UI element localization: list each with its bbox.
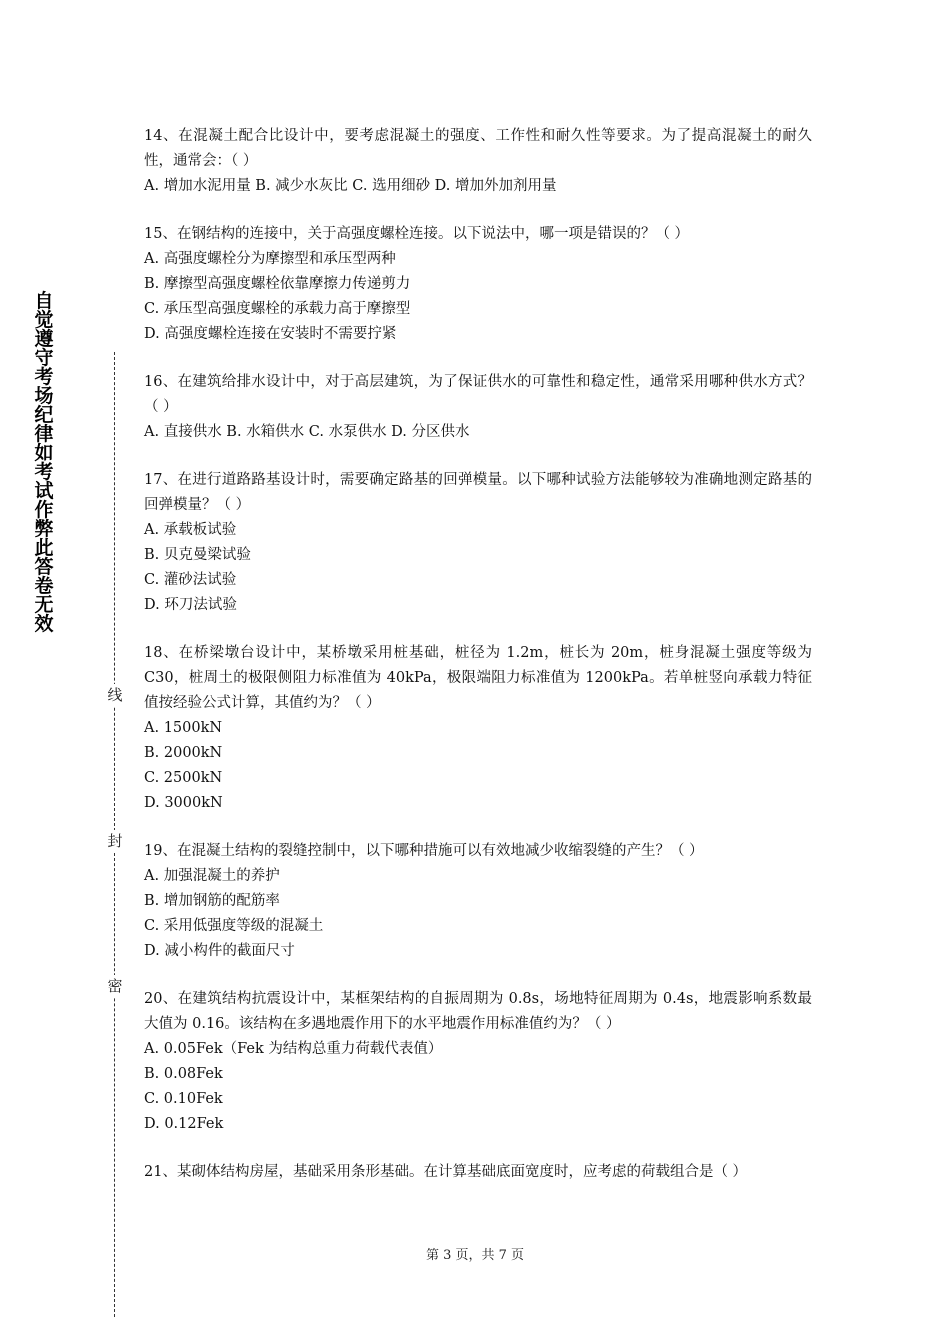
option-b: B. 摩擦型高强度螺栓依靠摩擦力传递剪力 bbox=[144, 276, 411, 292]
binding-mark-secret: 密 bbox=[104, 975, 126, 997]
option-a: A. 1500kN bbox=[144, 720, 223, 736]
question-stem: 16、在建筑给排水设计中，对于高层建筑，为了保证供水的可靠性和稳定性，通常采用哪种供水方式？（ ） bbox=[144, 374, 812, 415]
exam-discipline-notice: 自觉遵守考场纪律如考试作弊此答卷无效 bbox=[34, 290, 54, 635]
page-number: 第 3 页，共 7 页 bbox=[425, 1248, 525, 1263]
question-14 bbox=[144, 124, 812, 199]
option-d: D. 3000kN bbox=[144, 795, 223, 811]
option-row: A. 直接供水 B. 水箱供水 C. 水泵供水 D. 分区供水 bbox=[144, 424, 470, 440]
option-a: A. 承载板试验 bbox=[144, 522, 237, 538]
option-c: C. 0.10Fek bbox=[144, 1091, 223, 1107]
option-row: A. 增加水泥用量 B. 减少水灰比 C. 选用细砂 D. 增加外加剂用量 bbox=[144, 178, 557, 194]
option-b: B. 贝克曼梁试验 bbox=[144, 547, 251, 563]
question-15 bbox=[144, 222, 812, 347]
question-stem: 15、在钢结构的连接中，关于高强度螺栓连接。以下说法中，哪一项是错误的？（ ） bbox=[144, 226, 690, 242]
question-19 bbox=[144, 839, 812, 964]
option-b: B. 增加钢筋的配筋率 bbox=[144, 893, 280, 909]
option-d: D. 环刀法试验 bbox=[144, 597, 237, 613]
option-c: C. 2500kN bbox=[144, 770, 223, 786]
question-stem: 14、在混凝土配合比设计中，要考虑混凝土的强度、工作性和耐久性等要求。为了提高混凝土的耐久性，通常会：（ ） bbox=[144, 128, 812, 169]
option-b: B. 0.08Fek bbox=[144, 1066, 223, 1082]
binding-mark-line: 线 bbox=[104, 684, 126, 706]
option-c: C. 灌砂法试验 bbox=[144, 572, 237, 588]
option-c: C. 采用低强度等级的混凝土 bbox=[144, 918, 324, 934]
question-stem: 19、在混凝土结构的裂缝控制中，以下哪种措施可以有效地减少收缩裂缝的产生？（ ） bbox=[144, 843, 704, 859]
question-stem: 17、在进行道路路基设计时，需要确定路基的回弹模量。以下哪种试验方法能够较为准确地测定路基的回弹模量？（ ） bbox=[144, 472, 812, 513]
option-d: D. 0.12Fek bbox=[144, 1116, 224, 1132]
option-a: A. 高强度螺栓分为摩擦型和承压型两种 bbox=[144, 251, 396, 267]
question-stem: 21、某砌体结构房屋，基础采用条形基础。在计算基础底面宽度时，应考虑的荷载组合是（ ） bbox=[144, 1164, 748, 1180]
question-17 bbox=[144, 468, 812, 618]
option-a: A. 0.05Fek（Fek 为结构总重力荷载代表值） bbox=[144, 1041, 443, 1057]
option-d: D. 高强度螺栓连接在安装时不需要拧紧 bbox=[144, 326, 397, 342]
question-20 bbox=[144, 987, 812, 1137]
option-d: D. 减小构件的截面尺寸 bbox=[144, 943, 295, 959]
option-a: A. 加强混凝土的养护 bbox=[144, 868, 280, 884]
option-b: B. 2000kN bbox=[144, 745, 223, 761]
question-21 bbox=[144, 1160, 812, 1185]
option-c: C. 承压型高强度螺栓的承载力高于摩擦型 bbox=[144, 301, 411, 317]
question-stem: 20、在建筑结构抗震设计中，某框架结构的自振周期为 0.8s，场地特征周期为 0.4s，地震影响系数最大值为 0.16。该结构在多遇地震作用下的水平地震作用标准值约为？（ ） bbox=[144, 991, 812, 1032]
question-stem: 18、在桥梁墩台设计中，某桥墩采用桩基础，桩径为 1.2m，桩长为 20m，桩身混凝土强度等级为 C30，桩周土的极限侧阻力标准值为 40kPa，极限端阻力标准值为 1200kPa。若单桩竖向承载力特征值按经验公式计算，其值约为？（ ） bbox=[144, 645, 812, 711]
question-18 bbox=[144, 641, 812, 816]
question-16 bbox=[144, 370, 812, 445]
question-list bbox=[144, 124, 812, 1208]
binding-mark-seal: 封 bbox=[104, 830, 126, 852]
